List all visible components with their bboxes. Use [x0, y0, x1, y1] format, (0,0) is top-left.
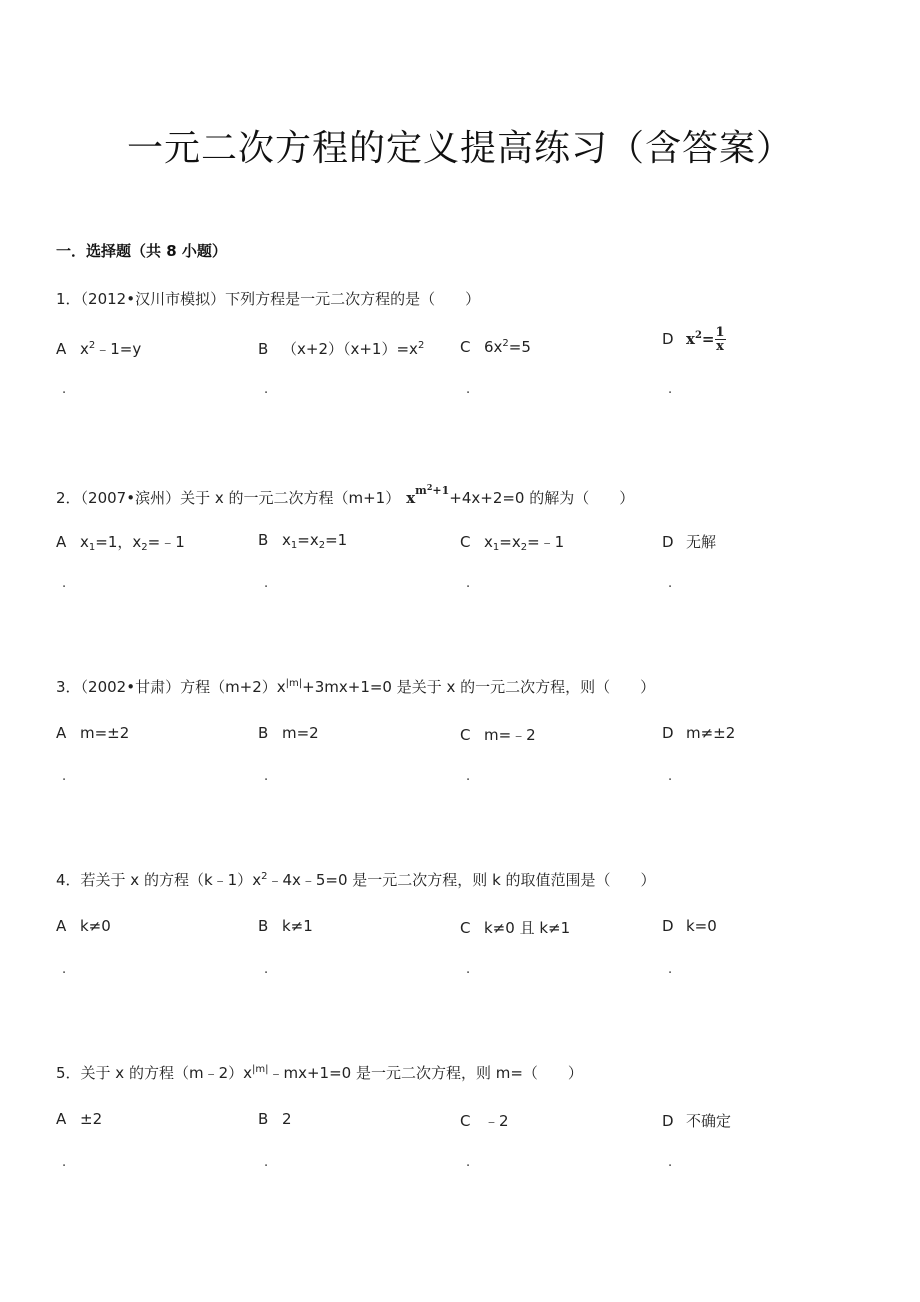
exponent: 2 [694, 330, 702, 341]
option-marker: . [668, 962, 673, 977]
option-letter: D [662, 330, 674, 348]
option-text: =x [297, 531, 319, 549]
question-5 [56, 1062, 583, 1083]
q5-option-c[interactable] [460, 1110, 509, 1131]
option-letter: C [460, 919, 471, 937]
option-letter: A [56, 340, 67, 358]
option-text: x [282, 531, 291, 549]
q1-option-a[interactable] [56, 338, 141, 359]
q1-option-d[interactable] [662, 326, 726, 353]
option-text: ±2 [80, 1110, 103, 1128]
option-letter: A [56, 917, 67, 935]
option-text: ﹣1=y [95, 340, 142, 358]
option-letter: D [662, 1112, 674, 1130]
option-marker: . [668, 382, 673, 397]
question-1: 1．（2012•汉川市模拟）下列方程是一元二次方程的是（ ） [56, 290, 481, 308]
q3-option-b[interactable] [258, 724, 319, 742]
option-text: 不确定 [686, 1112, 732, 1130]
option-marker: . [62, 576, 67, 591]
option-text: x [80, 533, 89, 551]
option-text: k≠1 [282, 917, 313, 935]
q1-option-b[interactable] [258, 338, 424, 359]
q3-option-c[interactable] [460, 724, 536, 745]
option-marker: . [668, 769, 673, 784]
q2-option-d[interactable] [662, 531, 716, 552]
exponent-tail: +1 [432, 484, 450, 497]
subscript: 2 [520, 542, 528, 553]
exponent: |m| [285, 678, 303, 689]
option-marker: . [62, 962, 67, 977]
option-letter: C [460, 1112, 471, 1130]
option-letter: D [662, 724, 674, 742]
exponent: 2 [88, 340, 96, 351]
option-text: =﹣1 [147, 533, 185, 551]
option-text: =1，x [95, 533, 142, 551]
q2-option-a[interactable] [56, 531, 185, 553]
option-text: =x [499, 533, 521, 551]
q4-option-a[interactable] [56, 917, 111, 935]
subscript: 2 [318, 540, 326, 551]
exponent-base: m [415, 484, 427, 497]
question-3 [56, 676, 655, 697]
option-text: =﹣1 [527, 533, 565, 551]
q5-option-b[interactable] [258, 1110, 292, 1128]
exponent: 2 [502, 338, 509, 349]
question-text: 5．关于 x 的方程（m﹣2）x [56, 1064, 252, 1082]
option-text: （x+2）（x+1）=x [282, 340, 418, 358]
fraction-numerator: 1 [715, 325, 725, 340]
subscript: 1 [492, 542, 500, 553]
option-text: =1 [325, 531, 348, 549]
q5-option-d[interactable] [662, 1110, 731, 1131]
q3-option-d[interactable] [662, 724, 735, 742]
option-marker: . [264, 1155, 269, 1170]
option-text: 6x [484, 338, 503, 356]
q3-option-a[interactable] [56, 724, 129, 742]
question-2 [56, 482, 634, 508]
math-base: x [406, 489, 416, 507]
q4-option-c[interactable] [460, 917, 570, 938]
q2-option-b[interactable] [258, 531, 347, 551]
option-letter: A [56, 724, 67, 742]
exponent-power: 2 [426, 482, 433, 492]
q5-option-a[interactable] [56, 1110, 102, 1128]
question-text: 3．（2002•甘肃）方程（m+2）x [56, 678, 286, 696]
option-marker: . [264, 962, 269, 977]
subscript: 2 [141, 542, 148, 553]
option-marker: . [668, 1155, 673, 1170]
option-text: ﹣2 [484, 1112, 509, 1130]
option-marker: . [62, 769, 67, 784]
option-text: m=﹣2 [484, 726, 536, 744]
option-letter: B [258, 917, 269, 935]
exponent: 2 [261, 871, 268, 882]
option-text: 2 [282, 1110, 292, 1128]
option-letter: B [258, 340, 269, 358]
page-title: 一元二次方程的定义提高练习（含答案） [126, 128, 793, 169]
equals-sign: = [701, 330, 715, 348]
question-text: +3mx+1=0 是关于 x 的一元二次方程，则（ ） [302, 678, 656, 696]
option-marker: . [466, 576, 471, 591]
option-letter: B [258, 724, 269, 742]
option-letter: B [258, 531, 269, 549]
option-letter: B [258, 1110, 269, 1128]
question-text: ﹣mx+1=0 是一元二次方程，则 m=（ ） [268, 1064, 583, 1082]
q1-option-c[interactable] [460, 338, 531, 356]
question-text: 2．（2007•滨州）关于 x 的一元二次方程（m+1） [56, 489, 401, 507]
option-letter: C [460, 726, 471, 744]
option-text: x [80, 340, 89, 358]
option-text: k=0 [686, 917, 717, 935]
question-text: +4x+2=0 的解为（ ） [449, 489, 635, 507]
option-marker: . [62, 382, 67, 397]
option-text: k≠0 [80, 917, 111, 935]
fraction-denominator: x [716, 339, 724, 354]
option-marker: . [466, 769, 471, 784]
option-marker: . [264, 576, 269, 591]
option-marker: . [264, 769, 269, 784]
option-letter: A [56, 533, 67, 551]
q4-option-b[interactable] [258, 917, 313, 935]
exponent: 2 [417, 340, 425, 351]
option-marker: . [466, 382, 471, 397]
option-marker: . [668, 576, 673, 591]
section-heading: 一．选择题（共 8 小题） [56, 242, 227, 260]
question-text: ﹣4x﹣5=0 是一元二次方程，则 k 的取值范围是（ ） [267, 871, 656, 889]
option-letter: C [460, 533, 471, 551]
option-marker: . [264, 382, 269, 397]
option-letter: A [56, 1110, 67, 1128]
option-marker: . [466, 1155, 471, 1170]
option-text: x [484, 533, 493, 551]
exponent [415, 484, 449, 497]
option-text: m=2 [282, 724, 319, 742]
subscript: 1 [88, 542, 96, 553]
subscript: 1 [290, 540, 298, 551]
option-marker: . [62, 1155, 67, 1170]
q4-option-d[interactable] [662, 917, 717, 935]
exponent: |m| [252, 1064, 269, 1075]
question-4 [56, 869, 656, 890]
option-text: =5 [508, 338, 531, 356]
option-letter: C [460, 338, 471, 356]
option-text: m≠±2 [686, 724, 736, 742]
question-text: 4．若关于 x 的方程（k﹣1）x [56, 871, 262, 889]
option-text: m=±2 [80, 724, 130, 742]
option-marker: . [466, 962, 471, 977]
fraction [715, 326, 726, 353]
option-letter: D [662, 533, 674, 551]
option-text: k≠0 且 k≠1 [484, 919, 571, 937]
option-letter: D [662, 917, 674, 935]
math-base: x [686, 330, 695, 348]
q2-option-c[interactable] [460, 531, 564, 553]
option-text: 无解 [686, 533, 717, 551]
